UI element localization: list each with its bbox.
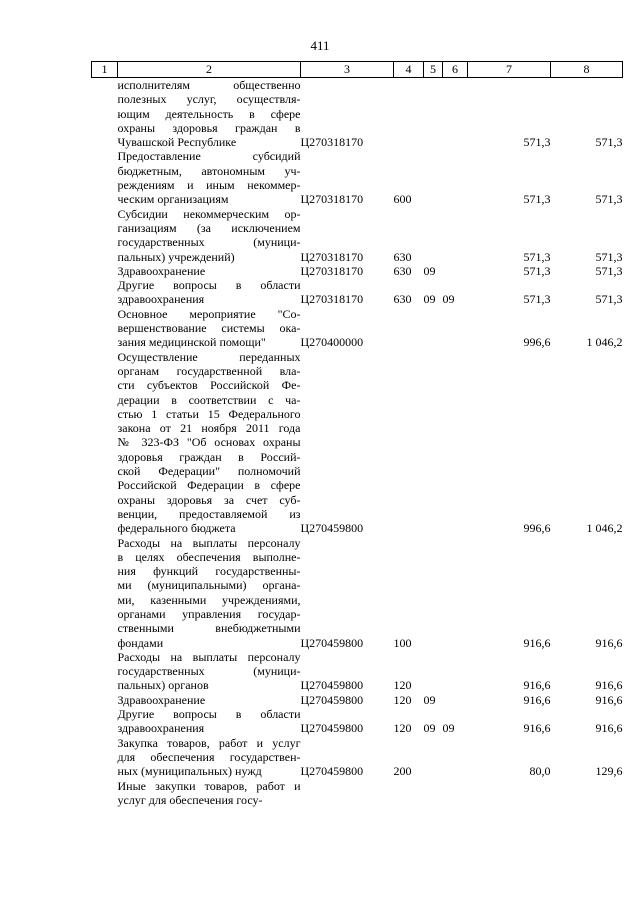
row-amount-col7: 996,6 bbox=[523, 335, 551, 350]
column-header: 4 bbox=[394, 62, 424, 78]
row-code: Ц270318170 bbox=[300, 192, 364, 207]
table-row bbox=[92, 78, 623, 150]
row-name bbox=[118, 536, 301, 650]
row-amount-col8: 129,6 bbox=[595, 764, 623, 779]
row-name-line: вершенствование системы ока- bbox=[117, 321, 301, 336]
row-name-line: ческим организациям bbox=[117, 192, 229, 207]
row-name-line: ственными внебюджетными bbox=[117, 621, 301, 636]
row-expense-type bbox=[394, 779, 424, 808]
row-name-line: Расходы на выплаты персоналу bbox=[117, 649, 301, 664]
row-subsection bbox=[443, 307, 468, 350]
row-amount-col8: 916,6 bbox=[595, 721, 623, 736]
row-name-line: охраны здоровья за счет суб- bbox=[117, 492, 301, 507]
row-name bbox=[118, 278, 301, 307]
row-subsection bbox=[443, 350, 468, 536]
row-name bbox=[118, 736, 301, 779]
row-name-line: закона от 21 ноября 2011 года bbox=[117, 421, 301, 436]
row-section bbox=[424, 78, 443, 150]
row-code: Ц270459800 bbox=[300, 764, 364, 779]
row-subsection: 09 bbox=[442, 292, 455, 307]
row-name-line: Предоставление субсидий bbox=[117, 149, 301, 164]
row-amount-col7: 571,3 bbox=[523, 263, 551, 278]
row-name bbox=[118, 779, 301, 808]
column-header: 5 bbox=[424, 62, 443, 78]
row-name-line: № 323-ФЗ "Об основах охраны bbox=[117, 435, 301, 450]
row-subsection bbox=[443, 149, 468, 206]
row-amount-col7: 916,6 bbox=[523, 692, 551, 707]
column-number-header bbox=[92, 62, 623, 78]
row-amount-col7: 571,3 bbox=[523, 292, 551, 307]
row-code: Ц270459800 bbox=[300, 635, 364, 650]
row-number-cell bbox=[92, 264, 118, 278]
row-name-line: Здравоохранение bbox=[117, 692, 206, 707]
budget-table bbox=[91, 61, 623, 807]
row-section bbox=[424, 536, 443, 650]
row-name-line: бюджетным, автономным уч- bbox=[117, 163, 301, 178]
row-subsection bbox=[443, 779, 468, 808]
row-amount-col8 bbox=[551, 779, 623, 808]
row-expense-type: 630 bbox=[393, 249, 412, 264]
row-name-line: услуг для обеспечения госу- bbox=[117, 792, 263, 807]
row-expense-type bbox=[394, 78, 424, 150]
row-name bbox=[118, 207, 301, 264]
row-number-cell bbox=[92, 707, 118, 736]
table-row bbox=[92, 736, 623, 779]
row-name-line: реждениям и иным некоммер- bbox=[117, 178, 301, 193]
row-name bbox=[118, 650, 301, 693]
row-expense-type bbox=[394, 350, 424, 536]
row-name bbox=[118, 693, 301, 707]
row-number-cell bbox=[92, 149, 118, 206]
table-row bbox=[92, 307, 623, 350]
row-amount-col7 bbox=[468, 779, 551, 808]
row-name-line: органами управления государ- bbox=[117, 606, 301, 621]
row-subsection bbox=[443, 536, 468, 650]
row-amount-col8: 916,6 bbox=[595, 678, 623, 693]
column-header: 6 bbox=[443, 62, 468, 78]
row-amount-col8: 571,3 bbox=[595, 249, 623, 264]
table-row bbox=[92, 779, 623, 808]
row-number-cell bbox=[92, 78, 118, 150]
row-name-line: Закупка товаров, работ и услуг bbox=[117, 735, 301, 750]
row-number-cell bbox=[92, 779, 118, 808]
table-row bbox=[92, 149, 623, 206]
row-code: Ц270318170 bbox=[300, 135, 364, 150]
row-name-line: здоровья граждан в Россий- bbox=[117, 449, 301, 464]
row-name-line: Чувашской Республике bbox=[117, 135, 237, 150]
row-number-cell bbox=[92, 207, 118, 264]
row-amount-col7: 571,3 bbox=[523, 135, 551, 150]
row-name-line: пальных) органов bbox=[117, 678, 209, 693]
row-name-line: Здравоохранение bbox=[117, 263, 206, 278]
row-amount-col7: 996,6 bbox=[523, 521, 551, 536]
row-amount-col8: 571,3 bbox=[595, 192, 623, 207]
row-subsection bbox=[443, 736, 468, 779]
row-name-line: Другие вопросы в области bbox=[117, 707, 301, 722]
row-name-line: ганизациям (за исключением bbox=[117, 220, 301, 235]
row-amount-col8: 571,3 bbox=[595, 292, 623, 307]
table-row bbox=[92, 350, 623, 536]
column-header: 7 bbox=[468, 62, 551, 78]
row-code: Ц270459800 bbox=[300, 521, 364, 536]
row-expense-type: 630 bbox=[393, 263, 412, 278]
page-number: 411 bbox=[310, 38, 330, 53]
row-section bbox=[424, 350, 443, 536]
row-name-line: государственных (муници- bbox=[117, 664, 301, 679]
row-expense-type: 120 bbox=[393, 692, 412, 707]
row-name-line: Другие вопросы в области bbox=[117, 278, 301, 293]
row-expense-type: 120 bbox=[393, 721, 412, 736]
row-section bbox=[424, 149, 443, 206]
row-name-line: ния функций государственны- bbox=[117, 564, 301, 579]
row-number-cell bbox=[92, 307, 118, 350]
row-name bbox=[118, 264, 301, 278]
table-row bbox=[92, 707, 623, 736]
row-subsection bbox=[443, 650, 468, 693]
row-name-line: сти субъектов Российской Фе- bbox=[117, 378, 301, 393]
row-name-line: стью 1 статьи 15 Федерального bbox=[117, 406, 301, 421]
table-row bbox=[92, 264, 623, 278]
row-section: 09 bbox=[423, 292, 436, 307]
row-amount-col8: 571,3 bbox=[595, 135, 623, 150]
row-amount-col7: 916,6 bbox=[523, 721, 551, 736]
row-section bbox=[424, 650, 443, 693]
row-number-cell bbox=[92, 350, 118, 536]
row-section bbox=[424, 207, 443, 264]
row-expense-type: 600 bbox=[393, 192, 412, 207]
row-name-line: Иные закупки товаров, работ и bbox=[117, 778, 301, 793]
row-name bbox=[118, 78, 301, 150]
row-subsection bbox=[443, 78, 468, 150]
row-amount-col7: 571,3 bbox=[523, 192, 551, 207]
row-code bbox=[301, 779, 394, 808]
row-expense-type bbox=[394, 307, 424, 350]
row-number-cell bbox=[92, 693, 118, 707]
row-amount-col7: 916,6 bbox=[523, 678, 551, 693]
row-amount-col7: 80,0 bbox=[529, 764, 551, 779]
row-subsection bbox=[443, 693, 468, 707]
row-name-line: охраны здоровья граждан в bbox=[117, 120, 301, 135]
row-code: Ц270318170 bbox=[300, 263, 364, 278]
row-expense-type: 630 bbox=[393, 292, 412, 307]
row-section bbox=[424, 736, 443, 779]
row-name-line: в целях обеспечения выполне- bbox=[117, 549, 301, 564]
table-row bbox=[92, 693, 623, 707]
row-name-line: Основное мероприятие "Со- bbox=[117, 306, 301, 321]
row-name-line: здравоохранения bbox=[117, 721, 205, 736]
row-amount-col8: 916,6 bbox=[595, 692, 623, 707]
row-section bbox=[424, 779, 443, 808]
row-code: Ц270400000 bbox=[300, 335, 364, 350]
row-name-line: ми (муниципальными) органа- bbox=[117, 578, 301, 593]
row-expense-type: 100 bbox=[393, 635, 412, 650]
row-code: Ц270459800 bbox=[300, 721, 364, 736]
row-name-line: органам государственной вла- bbox=[117, 363, 301, 378]
row-amount-col8: 1 046,2 bbox=[586, 335, 623, 350]
row-name-line: здравоохранения bbox=[117, 292, 205, 307]
row-number-cell bbox=[92, 650, 118, 693]
column-header: 8 bbox=[551, 62, 623, 78]
row-section: 09 bbox=[423, 263, 436, 278]
column-header: 2 bbox=[118, 62, 301, 78]
row-subsection bbox=[443, 264, 468, 278]
row-amount-col7: 571,3 bbox=[523, 249, 551, 264]
row-name-line: Российской Федерации в сфере bbox=[117, 478, 301, 493]
row-code: Ц270318170 bbox=[300, 249, 364, 264]
row-name-line: зания медицинской помощи" bbox=[117, 335, 266, 350]
row-name-line: федерального бюджета bbox=[117, 521, 236, 536]
row-code: Ц270459800 bbox=[300, 692, 364, 707]
row-name-line: государственных (муници- bbox=[117, 235, 301, 250]
row-name-line: ской Федерации" полномочий bbox=[117, 464, 301, 479]
row-name bbox=[118, 707, 301, 736]
row-amount-col8: 1 046,2 bbox=[586, 521, 623, 536]
row-expense-type: 200 bbox=[393, 764, 412, 779]
table-row bbox=[92, 278, 623, 307]
row-name bbox=[118, 350, 301, 536]
row-section: 09 bbox=[423, 721, 436, 736]
row-number-cell bbox=[92, 278, 118, 307]
row-name-line: полезных услуг, осуществля- bbox=[117, 92, 301, 107]
row-name-line: ющим деятельность в сфере bbox=[117, 106, 301, 121]
row-section: 09 bbox=[423, 692, 436, 707]
row-amount-col7: 916,6 bbox=[523, 635, 551, 650]
table-row bbox=[92, 536, 623, 650]
row-code: Ц270318170 bbox=[300, 292, 364, 307]
row-name-line: дерации в соответствии с ча- bbox=[117, 392, 301, 407]
row-name-line: Расходы на выплаты персоналу bbox=[117, 535, 301, 550]
column-header: 3 bbox=[301, 62, 394, 78]
row-number-cell bbox=[92, 536, 118, 650]
row-name-line: ми, казенными учреждениями, bbox=[117, 592, 301, 607]
row-amount-col8: 916,6 bbox=[595, 635, 623, 650]
row-name bbox=[118, 149, 301, 206]
table-row bbox=[92, 650, 623, 693]
row-name bbox=[118, 307, 301, 350]
row-section bbox=[424, 307, 443, 350]
row-name-line: фондами bbox=[117, 635, 164, 650]
row-name-line: для обеспечения государствен- bbox=[117, 749, 301, 764]
row-subsection bbox=[443, 207, 468, 264]
row-subsection: 09 bbox=[442, 721, 455, 736]
column-header: 1 bbox=[92, 62, 118, 78]
row-name-line: пальных) учреждений) bbox=[117, 249, 235, 264]
row-name-line: Осуществление переданных bbox=[117, 349, 301, 364]
row-expense-type: 120 bbox=[393, 678, 412, 693]
row-name-line: ных (муниципальных) нужд bbox=[117, 764, 262, 779]
row-amount-col8: 571,3 bbox=[595, 263, 623, 278]
table-body bbox=[92, 78, 623, 808]
row-name-line: Субсидии некоммерческим ор- bbox=[117, 206, 301, 221]
row-code: Ц270459800 bbox=[300, 678, 364, 693]
row-name-line: исполнителям общественно bbox=[117, 78, 301, 92]
row-name-line: венции, предоставляемой из bbox=[117, 506, 301, 521]
row-number-cell bbox=[92, 736, 118, 779]
table-row bbox=[92, 207, 623, 264]
